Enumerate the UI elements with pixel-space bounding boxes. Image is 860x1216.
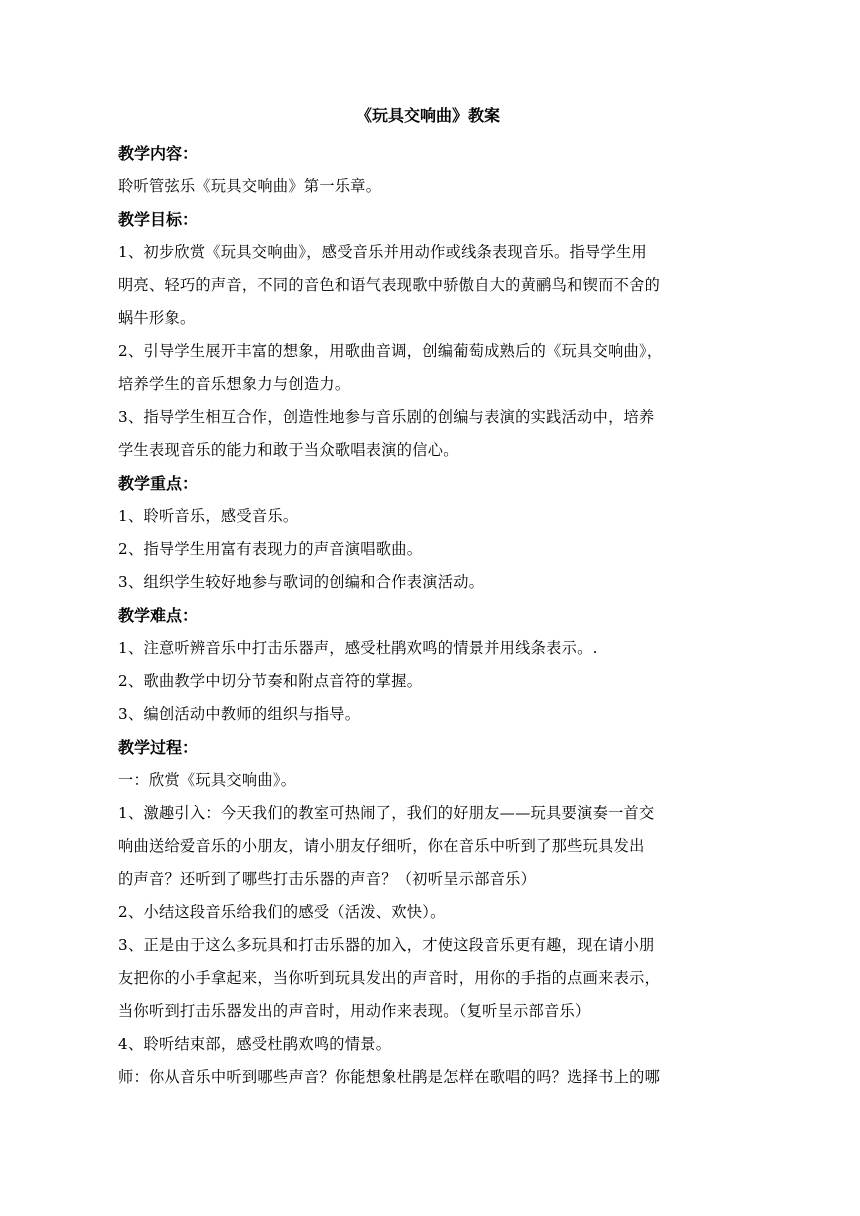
- section-heading: 教学过程：: [118, 738, 199, 757]
- document-section: [118, 467, 738, 599]
- section-paragraph: [118, 1061, 738, 1094]
- section-heading: 教学难点：: [118, 606, 199, 625]
- document-section: [118, 137, 738, 203]
- section-paragraph: [118, 632, 738, 665]
- paragraph-line: 1、激趣引入：今天我们的教室可热闹了，我们的好朋友——玩具要演奏一首交: [118, 804, 655, 822]
- paragraph-line: 3、编创活动中教师的组织与指导。: [118, 705, 361, 723]
- paragraph-line: 蜗牛形象。: [118, 309, 196, 327]
- section-paragraph: [118, 236, 738, 335]
- paragraph-line: 1、注意听辨音乐中打击乐器声，感受杜鹃欢鸣的情景并用线条表示。.: [118, 639, 598, 657]
- paragraph-line: 3、正是由于这么多玩具和打击乐器的加入，才使这段音乐更有趣，现在请小朋: [118, 936, 655, 954]
- paragraph-line: 聆听管弦乐《玩具交响曲》第一乐章。: [118, 177, 382, 195]
- document-title: 《玩具交响曲》教案: [355, 106, 500, 125]
- section-paragraph: [118, 170, 738, 203]
- document-body: [118, 103, 738, 1094]
- section-paragraph: [118, 665, 738, 698]
- paragraph-line: 1、聆听音乐，感受音乐。: [118, 507, 299, 525]
- paragraph-line: 学生表现音乐的能力和敢于当众歌唱表演的信心。: [118, 441, 459, 459]
- section-heading: 教学目标：: [118, 210, 199, 229]
- section-paragraph: [118, 764, 738, 797]
- section-paragraph: [118, 335, 738, 401]
- paragraph-line: 2、歌曲教学中切分节奏和附点音符的掌握。: [118, 672, 423, 690]
- paragraph-line: 2、小结这段音乐给我们的感受（活泼、欢快）。: [118, 903, 446, 921]
- paragraph-line: 2、指导学生用富有表现力的声音演唱歌曲。: [118, 540, 423, 558]
- paragraph-line: 师：你从音乐中听到哪些声音？你能想象杜鹃是怎样在歌唱的吗？选择书上的哪: [118, 1068, 661, 1086]
- document-section: [118, 203, 738, 467]
- section-paragraph: [118, 401, 738, 467]
- paragraph-line: 3、指导学生相互合作，创造性地参与音乐剧的创编与表演的实践活动中，培养: [118, 408, 655, 426]
- section-paragraph: [118, 797, 738, 896]
- section-paragraph: [118, 896, 738, 929]
- paragraph-line: 4、聆听结束部，感受杜鹃欢鸣的情景。: [118, 1035, 392, 1053]
- paragraph-line: 响曲送给爱音乐的小朋友，请小朋友仔细听，你在音乐中听到了那些玩具发出: [118, 837, 645, 855]
- paragraph-line: 2、引导学生展开丰富的想象，用歌曲音调，创编葡萄成熟后的《玩具交响曲》，: [118, 342, 663, 360]
- section-paragraph: [118, 566, 738, 599]
- paragraph-line: 的声音？还听到了哪些打击乐器的声音？（初听呈示部音乐）: [118, 870, 537, 888]
- paragraph-line: 培养学生的音乐想象力与创造力。: [118, 375, 351, 393]
- paragraph-line: 一：欣赏《玩具交响曲》。: [118, 771, 297, 789]
- paragraph-line: 3、组织学生较好地参与歌词的创编和合作表演活动。: [118, 573, 485, 591]
- paragraph-line: 明亮、轻巧的声音，不同的音色和语气表现歌中骄傲自大的黄鹂鸟和锲而不舍的: [118, 276, 661, 294]
- section-paragraph: [118, 1028, 738, 1061]
- paragraph-line: 1、初步欣赏《玩具交响曲》，感受音乐并用动作或线条表现音乐。指导学生用: [118, 243, 647, 261]
- section-heading: 教学内容：: [118, 144, 199, 163]
- section-paragraph: [118, 533, 738, 566]
- section-paragraph: [118, 929, 738, 1028]
- paragraph-line: 当你听到打击乐器发出的声音时，用动作来表现。（复听呈示部音乐）: [118, 1002, 591, 1020]
- section-paragraph: [118, 500, 738, 533]
- document-section: [118, 599, 738, 731]
- document-sections: [118, 137, 738, 1094]
- document-section: [118, 731, 738, 1094]
- section-paragraph: [118, 698, 738, 731]
- section-heading: 教学重点：: [118, 474, 199, 493]
- paragraph-line: 友把你的小手拿起来，当你听到玩具发出的声音时，用你的手指的点画来表示，: [118, 969, 661, 987]
